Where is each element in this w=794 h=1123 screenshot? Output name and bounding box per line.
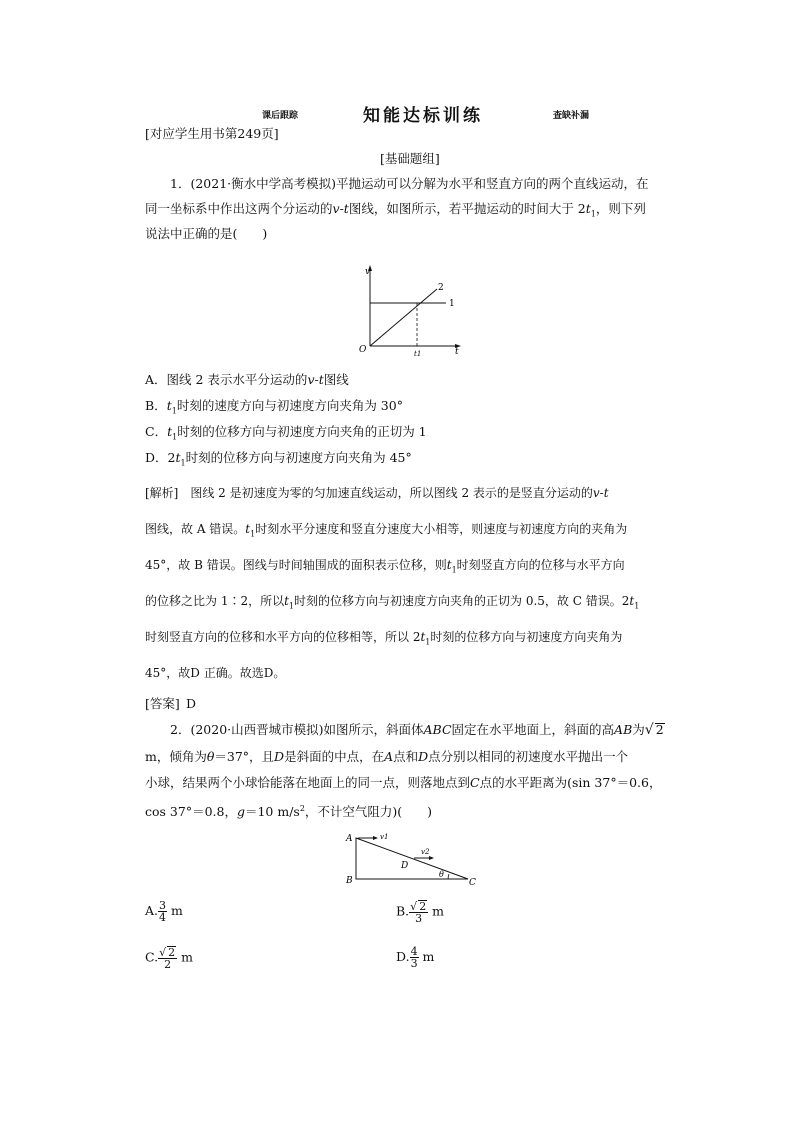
header-right-tag: 查缺补漏 [553, 111, 590, 121]
q2-text: ＝37°，且 [214, 749, 275, 764]
analysis-sub: 1 [425, 637, 431, 647]
q1-analysis-line2 [145, 520, 627, 538]
option-fraction [158, 900, 167, 923]
q1-stem-text: 同一坐标系中作出这两个分运动的 [145, 201, 333, 216]
analysis-t: t [446, 558, 452, 572]
t1-label: t1 [414, 350, 422, 356]
numerator: √ 2 [159, 946, 176, 959]
q1-analysis-line4 [145, 592, 639, 610]
v-axis-label: v [365, 267, 371, 277]
v1-label: v1 [380, 833, 389, 841]
answer-value: D [186, 696, 197, 711]
q2-text: 点分别以相同的初速度水平抛出一个 [428, 749, 629, 764]
incline-triangle [356, 838, 468, 879]
point-a-label: A [346, 834, 353, 844]
q1-stem-line1 [170, 176, 649, 192]
option-prefix: B. [396, 903, 410, 919]
q1-option-a [145, 372, 349, 388]
q1-analysis-line1 [145, 484, 609, 501]
analysis-text: 的位移之比为 1∶2，所以 [145, 594, 285, 608]
option-unit: m [422, 949, 435, 964]
option-prefix: A. [145, 903, 159, 918]
analysis-text: 时刻竖直方向的位移与水平方向 [456, 558, 625, 572]
section-heading: [基础题组] [380, 151, 440, 166]
option-sub: 1 [172, 432, 178, 442]
point-d-label: D [401, 861, 409, 871]
q1-option-b [145, 398, 403, 420]
analysis-t: t [420, 630, 426, 644]
option-unit: m [432, 903, 445, 919]
q2-stem-line4 [145, 801, 432, 820]
q2-option-c [145, 946, 193, 970]
analysis-t: t [629, 594, 635, 608]
q2-text: 如图所示，斜面体 [323, 722, 424, 737]
q1-stem-text: 平抛运动可以分解为水平和竖直方向的两个直线运动，在 [336, 176, 649, 191]
v1-arrowhead [373, 836, 378, 840]
q2-text: ＝10 m/s [244, 804, 300, 820]
option-t: t [167, 424, 173, 439]
numerator: √ 2 [410, 900, 427, 913]
option-sub: 1 [171, 406, 177, 416]
numerator: 3 [159, 899, 167, 912]
option-prefix: D. [396, 949, 410, 964]
point-c-label: C [469, 878, 476, 888]
q2-var: C [470, 775, 480, 790]
q1-answer [145, 696, 196, 712]
q1-stem-vt: v-t [332, 201, 349, 216]
q1-stem-text: 图线，如图所示，若平抛运动的时间大于 2 [348, 201, 586, 216]
q2-var: g [236, 804, 245, 820]
analysis-text: 45°，故 B 错误。图线与时间轴围成的面积表示位移，则 [145, 558, 447, 572]
option-text: 时刻的速度方向与初速度方向夹角为 30° [176, 398, 403, 413]
q2-text: 小球，结果两个小球恰能落在地面上的同一点，则落地点到 [145, 775, 471, 790]
q2-stem-line2 [145, 749, 628, 765]
option-unit: m [171, 903, 183, 918]
theta-arc [448, 874, 449, 879]
q2-text: 点和 [393, 749, 419, 764]
sqrt-value: 2 [168, 946, 176, 959]
q1-vt-graph [358, 262, 468, 356]
option-text: 时刻的位移方向与初速度方向夹角的正切为 1 [177, 424, 427, 439]
q2-var: A [384, 749, 394, 764]
q1-option-d [145, 450, 412, 472]
analysis-sub: 1 [451, 565, 457, 575]
q2-option-d [396, 946, 434, 969]
option-sub: 1 [180, 458, 186, 468]
v2-label: v2 [421, 848, 430, 856]
page-title: 知能达标训练 [363, 106, 483, 126]
q2-option-b [396, 900, 444, 924]
q1-analysis-line3 [145, 556, 625, 574]
analysis-sub: 1 [634, 601, 640, 611]
q2-text: 是斜面的中点，在 [284, 749, 385, 764]
book-reference: [对应学生用书第249页] [145, 126, 279, 141]
option-text: 图线 [323, 372, 349, 387]
q2-incline-figure [340, 828, 485, 888]
answer-label: [答案] [145, 696, 180, 711]
q1-stem-sub: 1 [590, 209, 596, 219]
q1-number: 1． [170, 176, 191, 191]
analysis-text: 时刻的位移方向与初速度方向夹角的正切为 0.5，故 C 错误。2 [294, 594, 630, 608]
q1-analysis-line5 [145, 628, 622, 646]
origin-label: O [359, 345, 367, 355]
analysis-sub: 1 [250, 529, 256, 539]
line-1-label: 1 [449, 299, 455, 309]
analysis-vt: v-t [592, 486, 609, 500]
q2-text: cos 37°＝0.8， [145, 804, 237, 820]
analysis-t: t [245, 522, 251, 536]
q1-stem-text: ，则下列 [595, 201, 646, 216]
q2-var: ABC [423, 722, 452, 737]
option-text: A．图线 2 表示水平分运动的 [145, 372, 308, 387]
q2-number: 2． [170, 722, 191, 737]
q1-stem-line2 [145, 201, 646, 223]
analysis-sub: 1 [288, 601, 295, 611]
option-fraction [158, 946, 177, 970]
header-left-tag: 课后跟踪 [262, 111, 299, 121]
option-vt: v-t [307, 372, 324, 387]
option-prefix: B． [145, 398, 167, 413]
denominator: 2 [164, 958, 172, 971]
numerator: 4 [410, 945, 418, 958]
q2-text: 固定在水平地面上，斜面的高 [451, 722, 615, 737]
option-text: 时刻的位移方向与初速度方向夹角为 45° [185, 450, 412, 465]
analysis-t: t [284, 594, 289, 608]
denominator: 3 [415, 912, 423, 925]
q1-analysis-line6: 45°，故D 正确。故选D。 [145, 666, 286, 680]
option-prefix: C． [145, 424, 168, 439]
sqrt-value: 2 [419, 900, 427, 913]
option-prefix: D．2 [145, 450, 176, 465]
q2-text: ，不计空气阻力)( ) [304, 804, 433, 820]
option-fraction [409, 900, 428, 924]
q2-source: (2020·山西晋城市模拟) [190, 722, 324, 737]
option-t: t [175, 450, 181, 465]
v2-arrowhead [429, 856, 434, 860]
q1-stem-line3: 说法中正确的是( ) [145, 226, 268, 241]
analysis-text: 时刻水平分速度和竖直分速度大小相等，则速度与初速度方向的夹角为 [255, 522, 628, 536]
option-t: t [166, 398, 172, 413]
q2-text: 点的水平距离为(sin 37°＝0.6， [479, 775, 662, 790]
theta-label: θ [439, 870, 444, 879]
point-b-label: B [346, 876, 353, 886]
q2-stem-line3 [145, 775, 661, 791]
q2-option-a [145, 900, 183, 923]
q2-var: AB [614, 722, 633, 737]
analysis-text: 时刻竖直方向的位移和水平方向的位移相等，所以 2 [145, 630, 421, 644]
q2-stem-line1: 2．(2020·山西晋城市模拟)如图所示，斜面体ABC固定在水平地面上，斜面的高AB为√ 2 [170, 722, 664, 738]
line-2 [370, 289, 437, 346]
q2-var: D [418, 749, 429, 764]
denominator: 3 [410, 957, 418, 970]
q2-var: D [274, 749, 285, 764]
q2-sqrt: 2 [655, 722, 664, 737]
analysis-text: [解析] 图线 2 是初速度为零的匀加速直线运动，所以图线 2 表示的是竖直分运动的 [145, 486, 593, 500]
q2-sup: 2 [299, 804, 305, 813]
q1-stem-t: t [585, 201, 591, 216]
option-prefix: C. [145, 949, 159, 965]
q2-text: 为 [632, 722, 645, 737]
q1-option-c [145, 424, 427, 446]
option-fraction [410, 946, 419, 969]
line-2-label: 2 [438, 283, 444, 293]
q2-text: m，倾角为 [145, 749, 207, 764]
option-unit: m [181, 949, 193, 965]
denominator: 4 [159, 911, 167, 924]
q1-source: (2021·衡水中学高考模拟) [190, 176, 336, 191]
analysis-text: 图线，故 A 错误。 [145, 522, 246, 536]
analysis-text: 时刻的位移方向与初速度方向夹角为 [430, 630, 623, 644]
q2-var: θ [206, 749, 215, 764]
t-axis-label: t [455, 347, 459, 356]
